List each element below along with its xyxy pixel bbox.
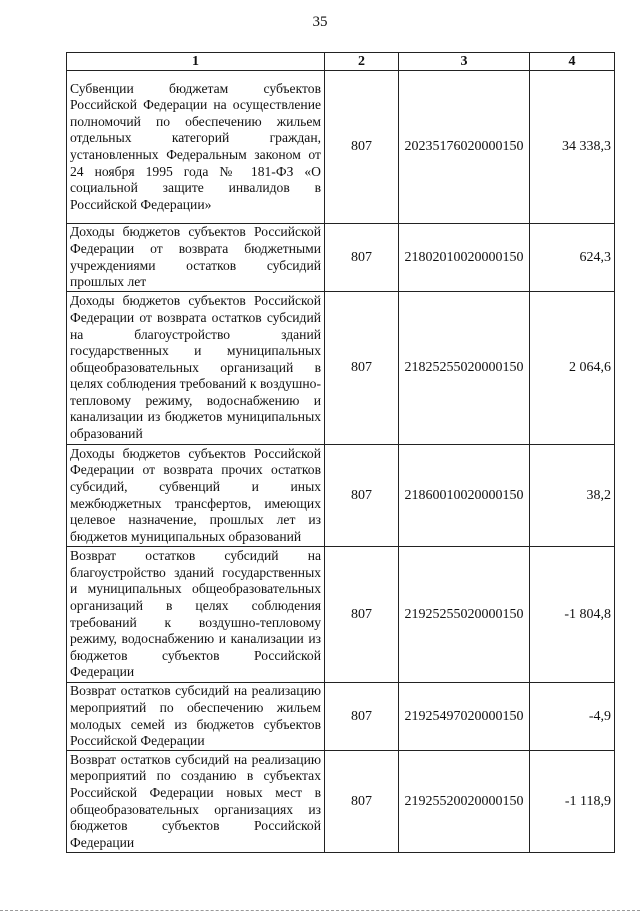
row-description: Доходы бюджетов субъектов Российской Федерации от возврата остатков субсидий на благоустройство зданий государственных и муниципальных общеобразовательных организаций в целях соблюдения требований к воздушно-тепловому режиму, водоснабжению и канализации из бюджетов муниципальных образований bbox=[67, 292, 325, 445]
row-description: Доходы бюджетов субъектов Российской Федерации от возврата бюджетными учреждениями остатков субсидий прошлых лет bbox=[67, 224, 325, 292]
header-col-2: 2 bbox=[325, 53, 399, 71]
scan-edge-line bbox=[0, 910, 640, 912]
row-amount: 34 338,3 bbox=[530, 71, 615, 224]
row-admin-code: 807 bbox=[325, 224, 399, 292]
row-description: Возврат остатков субсидий на реализацию мероприятий по обеспечению жильем молодых семей из бюджетов субъектов Российской Федерации bbox=[67, 683, 325, 751]
row-amount: 2 064,6 bbox=[530, 292, 615, 445]
header-col-4: 4 bbox=[530, 53, 615, 71]
table-row bbox=[67, 292, 615, 445]
row-kbk: 21802010020000150 bbox=[399, 224, 530, 292]
row-amount: -1 804,8 bbox=[530, 547, 615, 683]
row-admin-code: 807 bbox=[325, 292, 399, 445]
row-kbk: 21925497020000150 bbox=[399, 683, 530, 751]
header-col-1: 1 bbox=[67, 53, 325, 71]
row-description: Возврат остатков субсидий на реализацию мероприятий по созданию в субъектах Российской Федерации новых мест в общеобразовательных организациях из бюджетов субъектов Российской Федерации bbox=[67, 751, 325, 853]
page-number: 35 bbox=[312, 14, 328, 30]
table-row bbox=[67, 71, 615, 224]
row-amount: -4,9 bbox=[530, 683, 615, 751]
table-row bbox=[67, 224, 615, 292]
row-description: Доходы бюджетов субъектов Российской Федерации от возврата прочих остатков субсидий, субвенций и иных межбюджетных трансфертов, имеющих целевое назначение, прошлых лет из бюджетов муниципальных образований bbox=[67, 445, 325, 547]
revenue-table bbox=[66, 52, 615, 853]
row-description: Субвенции бюджетам субъектов Российской Федерации на осуществление полномочий по обеспечению жильем отдельных категорий граждан, установленных Федеральным законом от 24 ноября 1995 года № 181-ФЗ «О социальной защите инвалидов в Российской Федерации» bbox=[67, 71, 325, 224]
header-col-3: 3 bbox=[399, 53, 530, 71]
row-admin-code: 807 bbox=[325, 445, 399, 547]
row-admin-code: 807 bbox=[325, 547, 399, 683]
table-row bbox=[67, 445, 615, 547]
row-admin-code: 807 bbox=[325, 751, 399, 853]
table-row bbox=[67, 547, 615, 683]
row-amount: 38,2 bbox=[530, 445, 615, 547]
row-kbk: 21825255020000150 bbox=[399, 292, 530, 445]
row-amount: 624,3 bbox=[530, 224, 615, 292]
row-kbk: 21860010020000150 bbox=[399, 445, 530, 547]
row-admin-code: 807 bbox=[325, 71, 399, 224]
row-amount: -1 118,9 bbox=[530, 751, 615, 853]
table-header-row bbox=[67, 53, 615, 71]
row-kbk: 21925255020000150 bbox=[399, 547, 530, 683]
table-row bbox=[67, 751, 615, 853]
row-description: Возврат остатков субсидий на благоустройство зданий государственных и муниципальных общеобразовательных организаций в целях соблюдения требований к воздушно-тепловому режиму, водоснабжению и канализации из бюджетов субъектов Российской Федерации bbox=[67, 547, 325, 683]
row-kbk: 21925520020000150 bbox=[399, 751, 530, 853]
row-admin-code: 807 bbox=[325, 683, 399, 751]
row-kbk: 20235176020000150 bbox=[399, 71, 530, 224]
table-row bbox=[67, 683, 615, 751]
